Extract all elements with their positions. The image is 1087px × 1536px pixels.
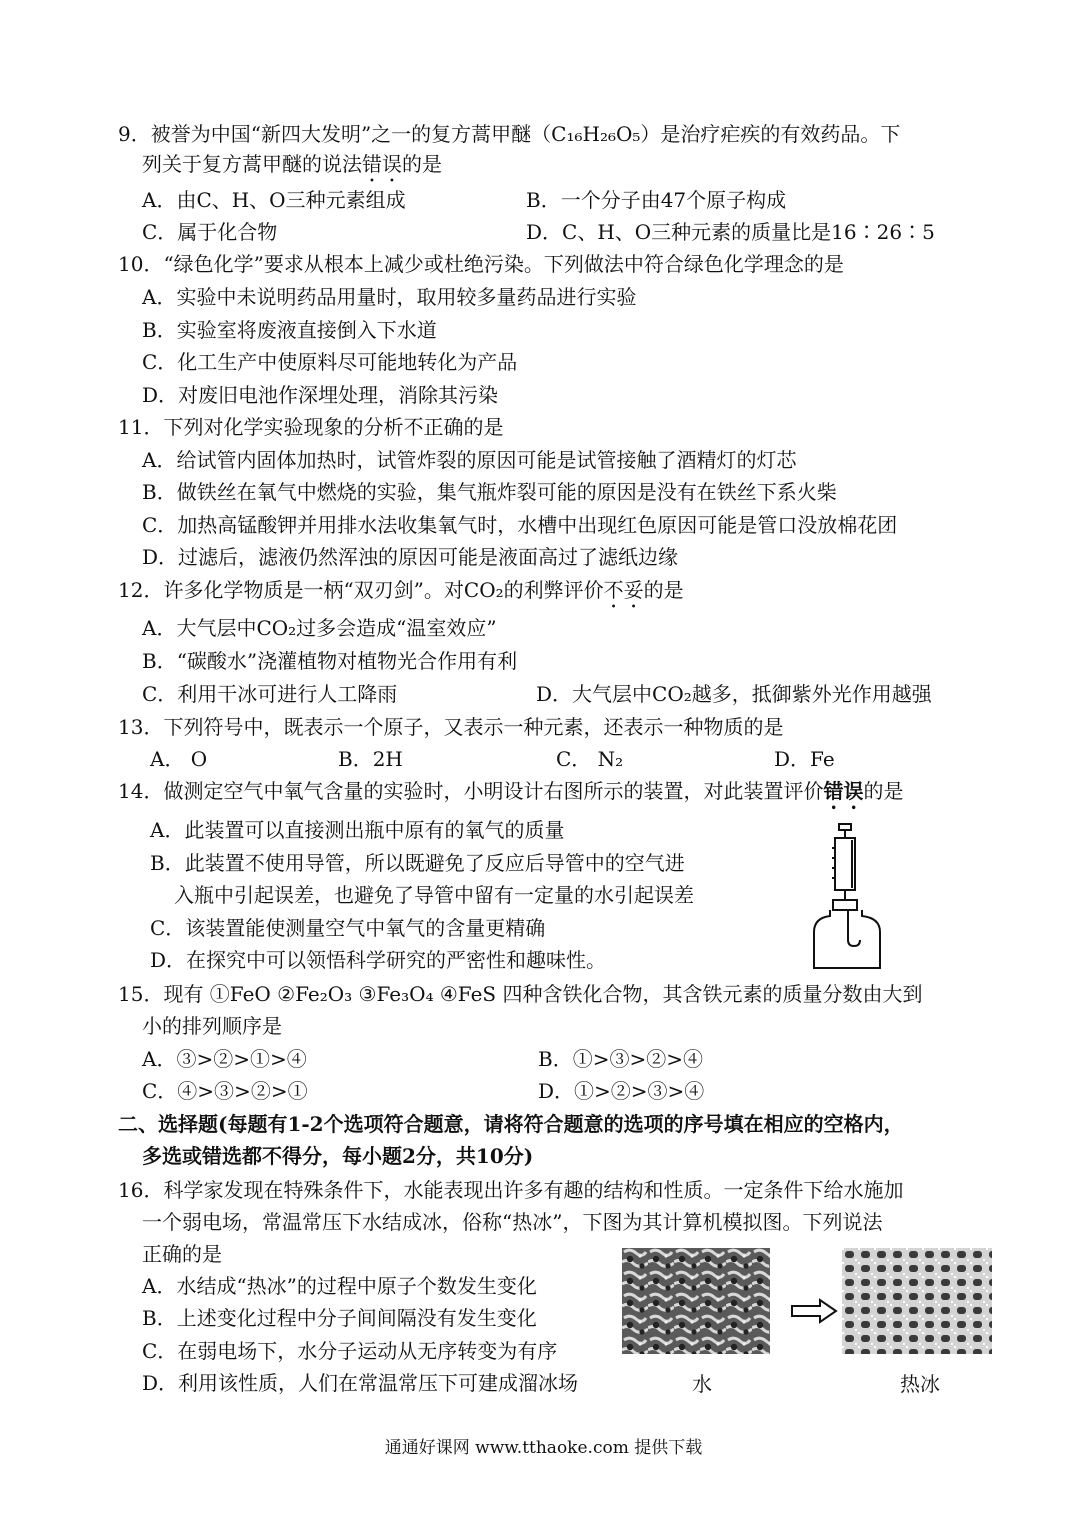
syringe-bottle-apparatus-figure bbox=[808, 822, 888, 972]
hot-ice-caption: 热冰 bbox=[900, 1372, 940, 1396]
q15-stem-line1: 15．现有 ①FeO ②Fe₂O₃ ③Fe₃O₄ ④FeS 四种含铁化合物，其含铁元素的质量分数由大到 bbox=[118, 982, 923, 1006]
right-arrow-icon bbox=[790, 1298, 838, 1324]
q13-stem: 13．下列符号中，既表示一个原子，又表示一种元素，还表示一种物质的是 bbox=[118, 715, 784, 739]
q9-stem-line2-post: 的是 bbox=[402, 152, 442, 176]
q16-stem-line2: 一个弱电场，常温常压下水结成冰，俗称“热冰”，下图为其计算机模拟图。下列说法 bbox=[142, 1210, 883, 1234]
q13-option-a: A． O bbox=[150, 747, 208, 771]
q13-option-c: C． N₂ bbox=[556, 747, 624, 771]
q15-option-b: B．①>③>②>④ bbox=[538, 1047, 703, 1071]
q15-option-d: D．①>②>③>④ bbox=[538, 1079, 705, 1103]
hot-ice-simulation-image bbox=[842, 1248, 992, 1354]
q9-option-b: B．一个分子由47个原子构成 bbox=[526, 188, 787, 212]
q16-option-c: C．在弱电场下，水分子运动从无序转变为有序 bbox=[142, 1339, 558, 1363]
q11-option-b: B．做铁丝在氧气中燃烧的实验，集气瓶炸裂可能的原因是没有在铁丝下系火柴 bbox=[142, 480, 837, 504]
q9-stem-line1: 9．被誉为中国“新四大发明”之一的复方蒿甲醚（C₁₆H₂₆O₅）是治疗疟疾的有效药品。下 bbox=[118, 122, 901, 146]
q11-option-c: C．加热高锰酸钾并用排水法收集氧气时，水槽中出现红色原因可能是管口没放棉花团 bbox=[142, 513, 898, 537]
q12-emphasis: 不妥 bbox=[603, 578, 644, 602]
q9-emphasis: 错误 bbox=[362, 152, 402, 176]
q14-option-d: D．在探究中可以领悟科学研究的严密性和趣味性。 bbox=[150, 948, 607, 972]
q12-option-c: C．利用干冰可进行人工降雨 bbox=[142, 682, 398, 706]
q11-option-d: D．过滤后，滤液仍然浑浊的原因可能是液面高过了滤纸边缘 bbox=[142, 545, 679, 569]
q12-stem-pre: 12．许多化学物质是一柄“双刃剑”。对CO₂的利弊评价 bbox=[118, 578, 604, 602]
q10-option-d: D．对废旧电池作深埋处理，消除其污染 bbox=[142, 383, 499, 407]
q16-option-b: B．上述变化过程中分子间间隔没有发生变化 bbox=[142, 1306, 537, 1330]
q9-option-d: D．C、H、O三种元素的质量比是16∶26∶5 bbox=[526, 220, 935, 244]
q14-option-b-line1: B．此装置不使用导管，所以既避免了反应后导管中的空气进 bbox=[150, 851, 685, 875]
water-caption: 水 bbox=[692, 1372, 712, 1396]
q13-option-d: D．Fe bbox=[774, 747, 835, 771]
q16-option-a: A．水结成“热冰”的过程中原子个数发生变化 bbox=[142, 1274, 537, 1298]
q14-stem-post: 的是 bbox=[863, 779, 904, 803]
q9-stem-line2 bbox=[142, 150, 442, 187]
q12-option-d: D．大气层中CO₂越多，抵御紫外光作用越强 bbox=[536, 682, 932, 706]
q10-option-b: B．实验室将废液直接倒入下水道 bbox=[142, 318, 437, 342]
q12-stem-post: 的是 bbox=[643, 578, 684, 602]
q11-stem: 11．下列对化学实验现象的分析不正确的是 bbox=[118, 415, 504, 439]
q16-stem-line1: 16．科学家发现在特殊条件下，水能表现出许多有趣的结构和性质。一定条件下给水施加 bbox=[118, 1178, 904, 1202]
q16-stem-line3: 正确的是 bbox=[142, 1242, 222, 1266]
q10-stem: 10．“绿色化学”要求从根本上减少或杜绝污染。下列做法中符合绿色化学理念的是 bbox=[118, 252, 844, 276]
q10-option-a: A．实验中未说明药品用量时，取用较多量药品进行实验 bbox=[142, 285, 637, 309]
q16-option-d: D．利用该性质，人们在常温常压下可建成溜冰场 bbox=[142, 1371, 579, 1395]
q15-option-c: C．④>③>②>① bbox=[142, 1079, 308, 1103]
footer-download-notice: 通通好课网 www.tthaoke.com 提供下载 bbox=[384, 1438, 703, 1458]
q11-option-a: A．给试管内固体加热时，试管炸裂的原因可能是试管接触了酒精灯的灯芯 bbox=[142, 448, 797, 472]
water-simulation-image bbox=[622, 1248, 770, 1354]
q9-option-c: C．属于化合物 bbox=[142, 220, 278, 244]
q14-emphasis: 错误 bbox=[823, 779, 864, 803]
q14-option-b-line2: 入瓶中引起误差，也避免了导管中留有一定量的水引起误差 bbox=[174, 883, 694, 907]
q15-stem-line2: 小的排列顺序是 bbox=[142, 1014, 282, 1038]
q14-option-c: C．该装置能使测量空气中氧气的含量更精确 bbox=[150, 916, 546, 940]
q15-option-a: A．③>②>①>④ bbox=[142, 1047, 307, 1071]
q10-option-c: C．化工生产中使原料尽可能地转化为产品 bbox=[142, 350, 518, 374]
q14-stem bbox=[118, 777, 903, 814]
q13-option-b: B．2H bbox=[338, 747, 403, 771]
q12-stem bbox=[118, 576, 684, 613]
q14-option-a: A．此装置可以直接测出瓶中原有的氧气的质量 bbox=[150, 818, 565, 842]
q12-option-a: A．大气层中CO₂过多会造成“温室效应” bbox=[142, 616, 497, 640]
section2-heading-line1: 二、选择题(每题有1-2个选项符合题意，请将符合题意的选项的序号填在相应的空格内， bbox=[118, 1112, 904, 1136]
q9-option-a: A．由C、H、O三种元素组成 bbox=[142, 188, 406, 212]
q12-option-b: B．“碳酸水”浇灌植物对植物光合作用有利 bbox=[142, 649, 518, 673]
q14-stem-pre: 14．做测定空气中氧气含量的实验时，小明设计右图所示的装置，对此装置评价 bbox=[118, 779, 824, 803]
section2-heading-line2: 多选或错选都不得分，每小题2分，共10分) bbox=[142, 1144, 534, 1168]
q9-stem-line2-pre: 列关于复方蒿甲醚的说法 bbox=[142, 152, 362, 176]
